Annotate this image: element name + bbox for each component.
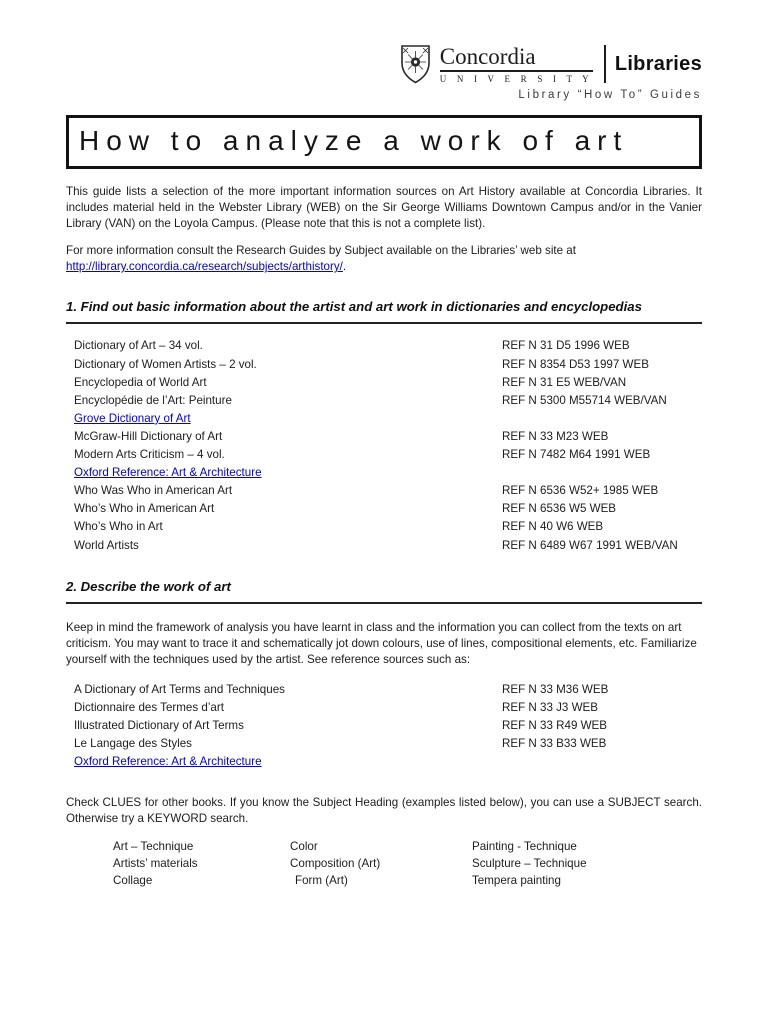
resource-row [74, 735, 702, 753]
resource-row [74, 356, 702, 374]
subject-heading: Sculpture – Technique [472, 856, 587, 870]
logo-divider [604, 45, 606, 83]
resource-row [74, 337, 702, 355]
call-number: REF N 31 E5 WEB/VAN [502, 375, 627, 389]
howto-guides-tagline: Library “How To” Guides [518, 89, 702, 101]
call-number [502, 464, 702, 482]
grove-dictionary-link[interactable]: Grove Dictionary of Art [74, 411, 191, 425]
call-number: REF N 40 W6 WEB [502, 520, 604, 534]
resource-row [74, 699, 702, 717]
concordia-wordmark [440, 45, 593, 84]
resource-title: McGraw-Hill Dictionary of Art [74, 429, 223, 443]
call-number [502, 753, 702, 771]
resource-title: Modern Arts Criticism – 4 vol. [74, 448, 225, 462]
subject-column-1 [113, 838, 290, 890]
more-info-text: For more information consult the Research Guides by Subject available on the Libraries’ web site at [66, 244, 576, 258]
subject-heading: Collage [113, 873, 153, 887]
resource-row [74, 410, 702, 428]
title-box [66, 115, 702, 169]
call-number [502, 410, 702, 428]
more-info-period: . [342, 260, 347, 274]
subject-heading: Artists’ materials [113, 856, 198, 870]
resource-row [74, 681, 702, 699]
resource-row [74, 464, 702, 482]
call-number: REF N 33 M23 WEB [502, 429, 609, 443]
resource-title: A Dictionary of Art Terms and Techniques [74, 682, 285, 696]
call-number: REF N 33 R49 WEB [502, 718, 608, 732]
header [66, 44, 702, 101]
resource-title: Who Was Who in American Art [74, 484, 233, 498]
resource-row [74, 482, 702, 500]
section-2-paragraph: Keep in mind the framework of analysis you have learnt in class and the information you can collect from the texts on art criticism. You may want to trace it and schematically jot down colours, use of lines, compositional elements, etc. Familiarize yourself with the techniques used by the artist. See reference sources such as: [66, 621, 697, 666]
call-number: REF N 8354 D53 1997 WEB [502, 357, 649, 371]
resource-title: Le Langage des Styles [74, 736, 192, 750]
resource-row [74, 392, 702, 410]
call-number: REF N 6536 W5 WEB [502, 502, 617, 516]
page-title: How to analyze a work of art [79, 125, 629, 156]
oxford-reference-link[interactable]: Oxford Reference: Art & Architecture [74, 466, 262, 480]
subject-heading: Composition (Art) [290, 856, 381, 870]
resource-title: Encyclopédie de l’Art: Peinture [74, 393, 232, 407]
resource-title: Dictionnaire des Termes d’art [74, 700, 224, 714]
call-number: REF N 5300 M55714 WEB/VAN [502, 393, 667, 407]
resource-row [74, 717, 702, 735]
subject-column-3 [472, 838, 702, 890]
subject-column-2 [290, 838, 472, 890]
resource-row [74, 428, 702, 446]
call-number: REF N 6536 W52+ 1985 WEB [502, 484, 659, 498]
resource-row [74, 500, 702, 518]
brand-subtitle: U N I V E R S I T Y [439, 73, 593, 84]
resource-row [74, 537, 702, 555]
oxford-reference-link[interactable]: Oxford Reference: Art & Architecture [74, 754, 262, 768]
resource-title: Dictionary of Art – 34 vol. [74, 339, 203, 353]
brand-name: Concordia [440, 45, 593, 72]
intro-paragraph: This guide lists a selection of the more important information sources on Art History available at Concordia Libraries. It includes material held in the Webster Library (WEB) on the Sir George Williams Downtown Campus and/or in the Vanier Library (VAN) on the Loyola Campus. (Please note that this is not a complete list). [66, 185, 702, 230]
resource-title: Dictionary of Women Artists – 2 vol. [74, 357, 257, 371]
subject-heading: Form (Art) [295, 873, 348, 887]
subject-headings-grid [113, 838, 702, 890]
subject-heading: Painting - Technique [472, 839, 577, 853]
resource-title: Illustrated Dictionary of Art Terms [74, 718, 244, 732]
resource-row [74, 374, 702, 392]
section-1-heading: 1. Find out basic information about the artist and art work in dictionaries and encyclopedias [66, 298, 702, 325]
libraries-label: Libraries [614, 52, 702, 75]
resource-title: Who’s Who in Art [74, 520, 163, 534]
resource-row [74, 518, 702, 536]
section-1-resource-list [66, 337, 702, 554]
resource-row [74, 446, 702, 464]
call-number: REF N 6489 W67 1991 WEB/VAN [502, 538, 678, 552]
concordia-libraries-logo [400, 44, 702, 84]
subject-heading: Tempera painting [472, 873, 561, 887]
resource-row [74, 753, 702, 771]
arthistory-guide-link[interactable]: http://library.concordia.ca/research/subjects/arthistory/ [66, 260, 343, 274]
call-number: REF N 31 D5 1996 WEB [502, 339, 630, 353]
clues-paragraph: Check CLUES for other books. If you know the Subject Heading (examples listed below), you can use a SUBJECT search. Otherwise try a KEYWORD search. [66, 795, 702, 825]
more-info-paragraph [66, 243, 702, 275]
call-number: REF N 33 M36 WEB [502, 682, 609, 696]
call-number: REF N 7482 M64 1991 WEB [502, 448, 651, 462]
resource-title: World Artists [74, 538, 139, 552]
concordia-shield-icon [400, 44, 431, 84]
subject-heading: Color [290, 839, 318, 853]
subject-heading: Art – Technique [113, 839, 194, 853]
section-2-resource-list [66, 681, 702, 771]
call-number: REF N 33 J3 WEB [502, 700, 598, 714]
section-2-heading: 2. Describe the work of art [66, 578, 702, 605]
resource-title: Encyclopedia of World Art [74, 375, 207, 389]
resource-title: Who’s Who in American Art [74, 502, 215, 516]
call-number: REF N 33 B33 WEB [502, 736, 607, 750]
